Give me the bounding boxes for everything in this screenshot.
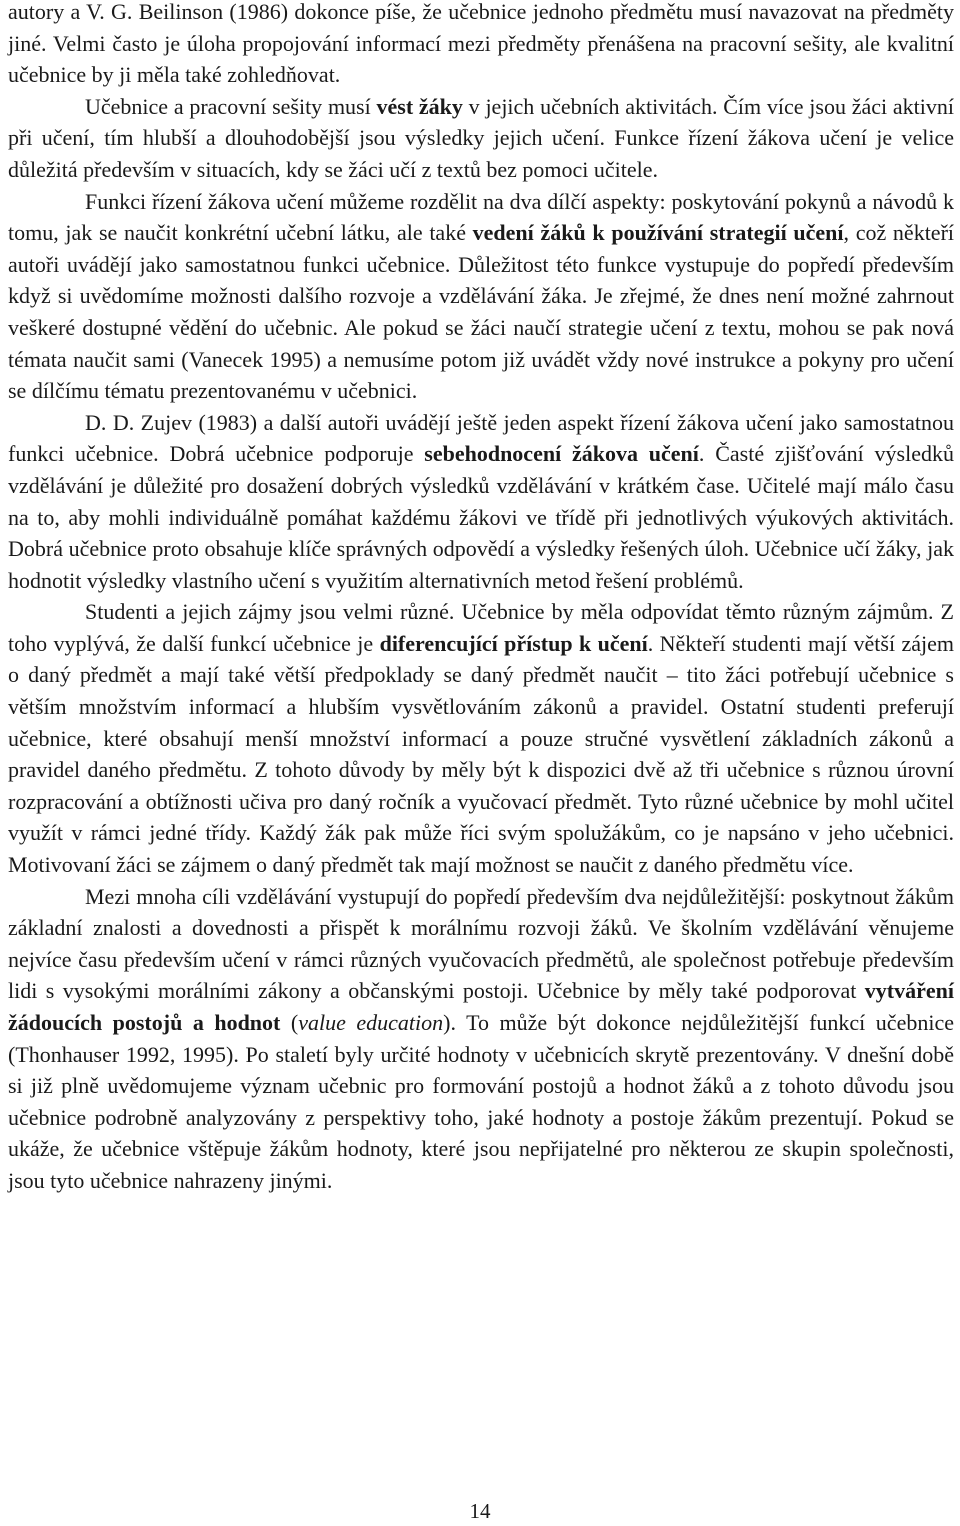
emphasis-vest-zaky: vést žáky: [376, 93, 463, 119]
paragraph-6: [8, 881, 954, 1197]
emphasis-sebehodnoceni: sebehodnocení žákova učení: [424, 441, 699, 467]
paragraph-4-text-a: D. D. Zujev (1983) a další autoři uvádějí ještě jeden aspekt řízení žákova učení jako samostatnou funkci učebnice. Dobrá učebnice podporuje: [8, 409, 954, 467]
paragraph-6-text-a: Mezi mnoha cíli vzdělávání vystupují do popředí především dva nejdůležitější: poskytnout žákům základní znalosti a dovednosti a přispět k morálnímu rozvoji žáků. Ve školním vzdělávání věnujeme nejvíce času především učení v rámci různých vyučovacích předmětů, ale společnost potřebuje především lidi s vysokými morálními zákony a občanskými postoji. Učebnice by měly také podporovat: [8, 883, 954, 1004]
paragraph-2-text-a: Učebnice a pracovní sešity musí: [85, 93, 377, 119]
paragraph-6-text-c: ). To může být dokonce nejdůležitější funkcí učebnice (Thonhauser 1992, 1995). Po staletí byly určité hodnoty v učebnicích skrytě prezentovány. V dnešní době si již plně uvědomujeme význam učebnic pro formování postojů a hodnot žáků a z tohoto důvodu jsou učebnice podrobně analyzovány z perspektivy toho, jaké hodnoty a postoje žákům prezentují. Pokud se ukáže, že učebnice vštěpuje žákům hodnoty, které jsou nepřijatelné pro některou ze skupin společnosti, jsou tyto učebnice nahrazeny jinými.: [8, 1010, 954, 1193]
page-number: 14: [469, 1499, 491, 1523]
paragraph-4: [8, 407, 954, 597]
emphasis-diferencujici-pristup: diferencující přístup k učení: [379, 630, 648, 656]
emphasis-strategie-uceni: vedení žáků k používání strategií učení: [472, 220, 844, 246]
paragraph-1: [8, 0, 954, 91]
paragraph-3: [8, 186, 954, 407]
paragraph-5-text-b: . Někteří studenti mají větší zájem o daný předmět a mají také větší předpoklady se daný předmět naučit – tito žáci potřebují učebnice s větším množstvím informací a hlubším vysvětlováním zákonů a pravidel. Ostatní studenti preferují učebnice, které obsahují menší množství informací a pouze stručné vysvětlení základních zákonů a pravidel daného předmětu. Z tohoto důvody by měly být k dispozici dvě až tři učebnice s různou úrovní rozpracování a obtížnosti učiva pro daný ročník a vyučovací předmět. Tyto různé učebnice by mohl učitel využít v rámci jedné třídy. Každý žák pak může říci svým spolužákům, co je napsáno v jeho učebnici. Motivovaní žáci se zájmem o daný předmět tak mají možnost se naučit z daného předmětu více.: [8, 630, 954, 878]
paragraph-5-text-a: Studenti a jejich zájmy jsou velmi různé. Učebnice by měla odpovídat těmto různým zájmům. Z toho vyplývá, že další funkcí učebnice je: [8, 599, 954, 656]
emphasis-value-education: value education: [298, 1010, 444, 1035]
emphasis-postoje-hodnoty: vytváření žádoucích postojů a hodnot: [8, 978, 954, 1035]
document-body: [8, 0, 954, 1197]
paragraph-1-text: autory a V. G. Beilinson (1986) dokonce píše, že učebnice jednoho předmětu musí navazovat na předměty jiné. Velmi často je úloha propojování informací mezi předměty přenášena na pracovní sešity, ale kvalitní učebnice by ji měla také zohledňovat.: [8, 0, 954, 88]
paragraph-2: [8, 91, 954, 186]
paragraph-4-text-b: . Časté zjišťování výsledků vzdělávání je důležité pro dosažení dobrých výsledků vzdělávání v krátkém čase. Učitelé mají málo času na to, aby mohli individuálně pomáhat každému žákovi ve třídě při jednotlivých výukových aktivitách. Dobrá učebnice proto obsahuje klíče správných odpovědí a výsledky řešených úloh. Učebnice učí žáky, jak hodnotit výsledky vlastního učení s využitím alternativních metod řešení problémů.: [8, 441, 954, 593]
paragraph-3-text-a: Funkci řízení žákova učení můžeme rozdělit na dva dílčí aspekty: poskytování pokynů a návodů k tomu, jak se naučit konkrétní učební látku, ale také: [8, 188, 954, 246]
paragraph-2-text-b: v jejich učebních aktivitách. Čím více jsou žáci aktivní při učení, tím hlubší a dlouhodobější jsou výsledky jejich učení. Funkce řízení žákova učení je velice důležitá především v situacích, kdy se žáci učí z textů bez pomoci učitele.: [8, 93, 954, 182]
paragraph-6-text-b: (: [280, 1010, 299, 1035]
paragraph-3-text-b: , což někteří autoři uvádějí jako samostatnou funkci učebnice. Důležitost této funkce vystupuje do popředí především když si uvědomíme možnosti dalšího rozvoje a vzdělávání žáka. Je zřejmé, že dnes není možné zahrnout veškeré dostupné vědění do učebnic. Ale pokud se žáci naučí strategie učení z textu, mohou se pak nová témata naučit sami (Vanecek 1995) a nemusíme potom již uvádět vždy nové instrukce a pokyny pro učení se dílčímu tématu prezentovanému v učebnici.: [8, 220, 955, 404]
paragraph-5: [8, 596, 954, 880]
